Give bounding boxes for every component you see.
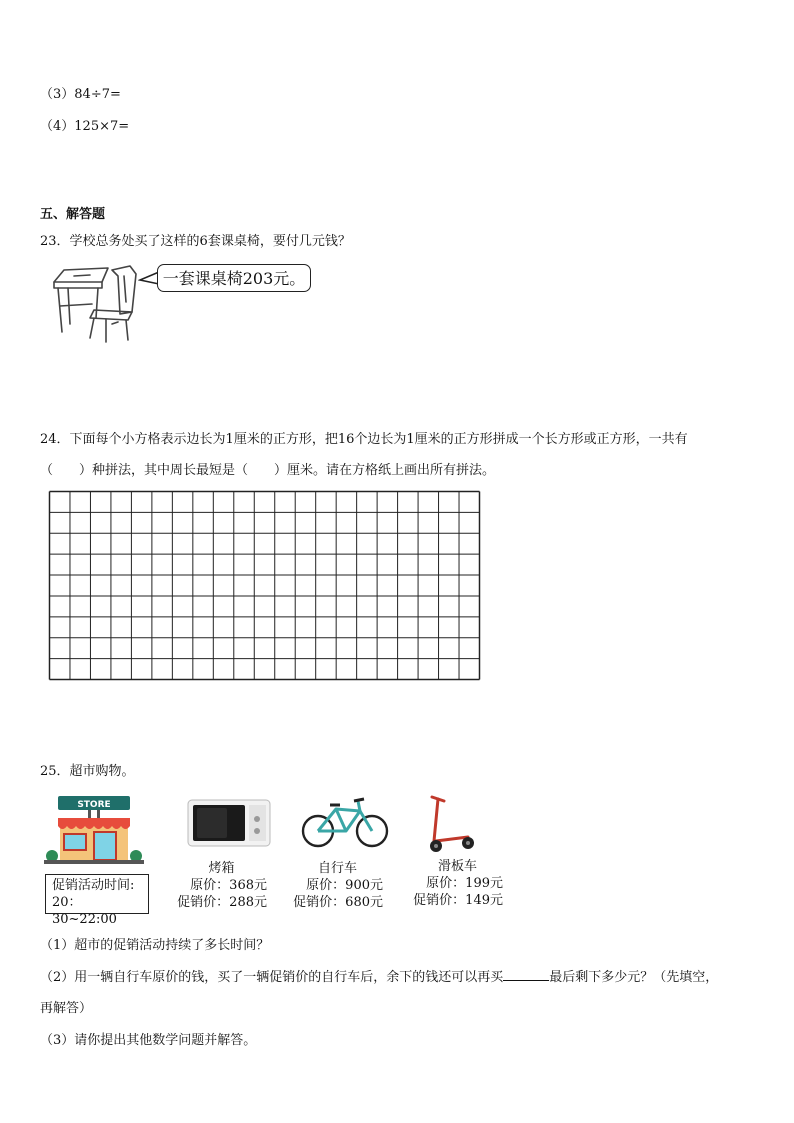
calc-expression: 84÷7= xyxy=(74,87,121,102)
item-promo-price: 促销价：149元 xyxy=(413,893,503,908)
item-name: 滑板车 xyxy=(437,859,477,874)
item-promo-price: 促销价：288元 xyxy=(177,895,267,910)
price-speech-bubble: 一套课桌椅203元。 xyxy=(157,264,311,292)
item-original-price: 原价：900元 xyxy=(306,878,383,893)
item-scooter xyxy=(412,858,503,909)
grid-lines xyxy=(48,490,482,682)
square-grid-paper[interactable] xyxy=(48,490,482,686)
item-promo-price: 促销价：680元 xyxy=(293,895,383,910)
store-icon xyxy=(44,796,144,864)
item-name: 烤箱 xyxy=(208,861,235,876)
sub2-text-b: 最后剩下多少元？（先填空， xyxy=(549,970,719,985)
calc-item-3 xyxy=(40,83,121,102)
item-oven xyxy=(176,860,267,911)
scooter-icon xyxy=(424,791,476,855)
answer-blank[interactable] xyxy=(503,968,549,981)
item-bicycle xyxy=(292,860,383,911)
question-25-sub1: （1）超市的促销活动持续了多长时间？ xyxy=(40,938,270,953)
question-25-sub2-cont: 再解答） xyxy=(40,1001,93,1016)
question-25-sub2 xyxy=(40,966,718,985)
item-original-price: 原价：368元 xyxy=(190,878,267,893)
promo-time: 20：30~22:00 xyxy=(52,895,117,927)
item-original-price: 原价：199元 xyxy=(426,876,503,891)
calc-expression: 125×7= xyxy=(74,119,130,134)
desk-chair-icon xyxy=(46,262,142,344)
promo-time-box xyxy=(45,874,149,927)
item-name: 自行车 xyxy=(317,861,357,876)
question-24-line2: （ ）种拼法，其中周长最短是（ ）厘米。请在方格纸上画出所有拼法。 xyxy=(40,463,496,478)
question-25-title: 25．超市购物。 xyxy=(40,764,135,779)
calc-number: （4） xyxy=(40,119,75,134)
question-24-line1: 24．下面每个小方格表示边长为1厘米的正方形，把16个边长为1厘米的正方形拼成一个长方形或正方形，一共有 xyxy=(40,432,688,447)
section-title: 五、解答题 xyxy=(40,207,106,222)
store-sign-text: STORE xyxy=(77,800,111,810)
question-23-text: 23．学校总务处买了这样的6套课桌椅，要付几元钱？ xyxy=(40,234,351,249)
calc-item-4 xyxy=(40,115,129,134)
bicycle-icon xyxy=(300,793,390,851)
question-25-sub3: （3）请你提出其他数学问题并解答。 xyxy=(40,1033,257,1048)
microwave-oven-icon xyxy=(187,799,271,849)
calc-number: （3） xyxy=(40,87,75,102)
promo-label: 促销活动时间: xyxy=(52,878,135,893)
sub2-text-a: （2）用一辆自行车原价的钱，买了一辆促销价的自行车后，余下的钱还可以再买 xyxy=(40,970,504,985)
